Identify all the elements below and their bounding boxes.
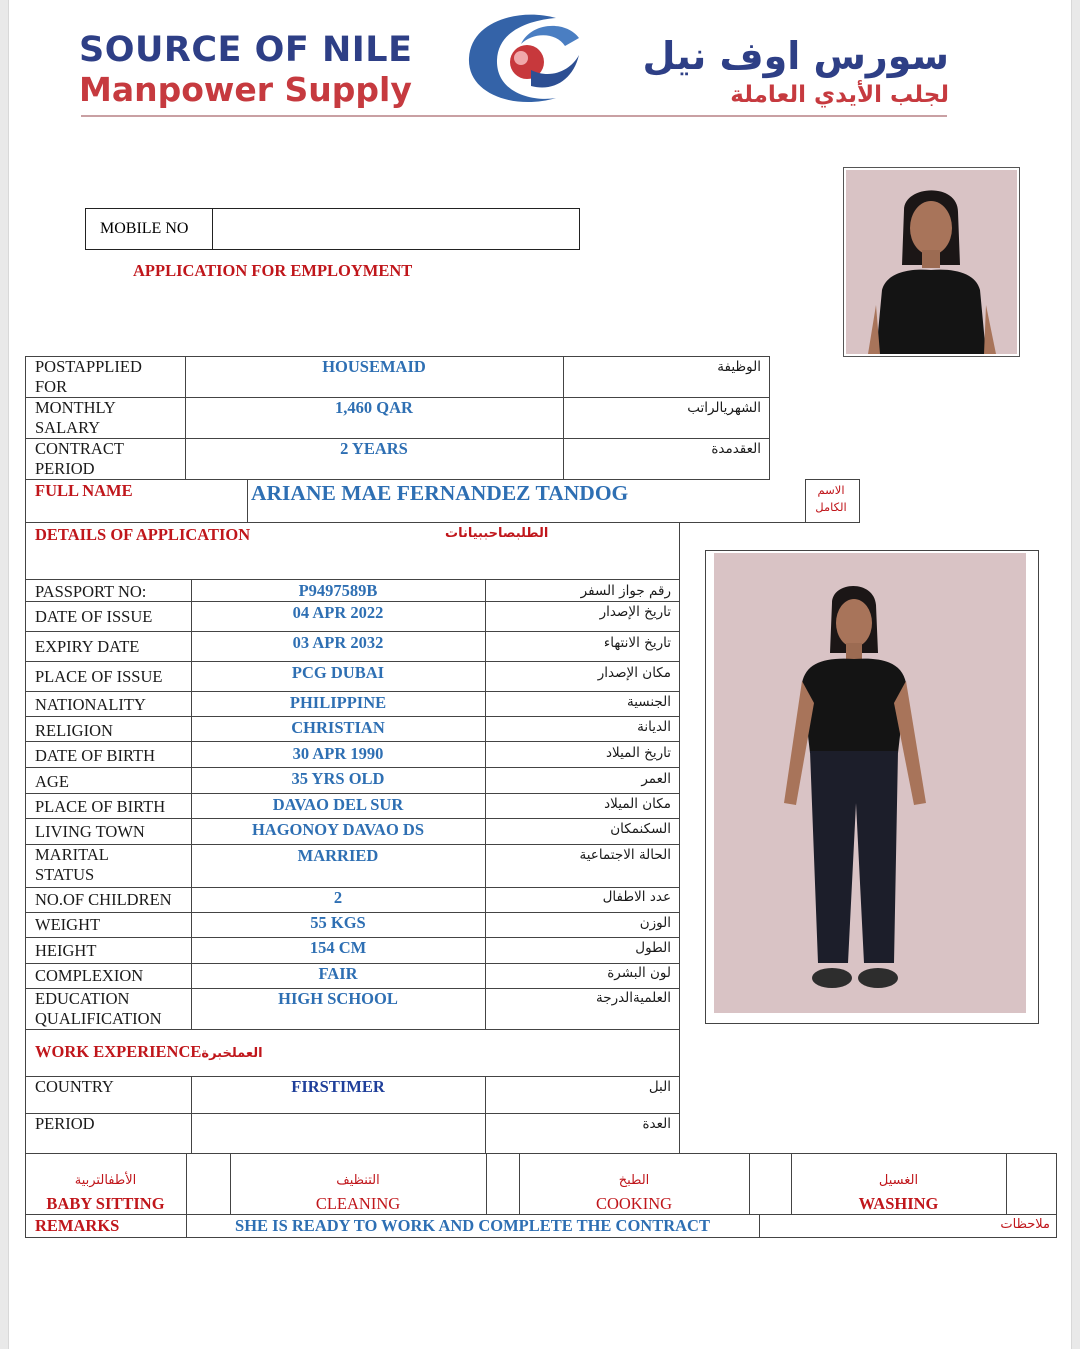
full-name-ar: الاسم الكامل (815, 483, 847, 514)
skill-washing-ar: الغسيل (878, 1173, 919, 1188)
full-name-row (25, 479, 860, 523)
detail-value-nationality: PHILIPPINE (289, 693, 387, 712)
skill-cleaning: CLEANING (315, 1194, 401, 1213)
full-body-photo (714, 553, 1026, 1013)
skill-cleaning-ar: التنظيف (336, 1173, 380, 1188)
detail-ar-place-issue: مكان الإصدار (597, 665, 671, 681)
remarks-label: REMARKS (35, 1216, 120, 1235)
detail-label-pob: PLACE OF BIRTH (35, 797, 166, 816)
detail-value-education: HIGH SCHOOL (278, 989, 398, 1008)
detail-ar-issue-date: تاريخ الإصدار (599, 604, 671, 620)
detail-label-place-issue: PLACE OF ISSUE (35, 667, 163, 686)
remarks-ar: ملاحظات (1000, 1217, 1050, 1232)
detail-label-expiry: EXPIRY DATE (35, 637, 140, 656)
detail-ar-nationality: الجنسية (626, 694, 671, 710)
company-tagline-ar: لجلب الأيدي العاملة (730, 82, 949, 108)
remarks-value: SHE IS READY TO WORK AND COMPLETE THE CONTRACT (235, 1216, 710, 1235)
job-value-contract: 2 YEARS (340, 439, 408, 458)
detail-label-complexion: COMPLEXION (35, 966, 144, 985)
portrait-photo-frame (843, 167, 1020, 357)
portrait-photo (846, 170, 1017, 354)
detail-value-passport: P9497589B (298, 581, 378, 600)
job-value-post: HOUSEMAID (322, 357, 426, 376)
skill-baby-sitting-ar: الأطفالتربية (74, 1173, 137, 1188)
detail-label-weight: WEIGHT (35, 915, 101, 934)
work-value-country: FIRSTIMER (291, 1077, 385, 1096)
work-title-ar: العملخبرة (201, 1046, 263, 1061)
detail-ar-age: العمر (641, 771, 671, 787)
detail-label-issue-date: DATE OF ISSUE (35, 607, 153, 626)
detail-label-passport: PASSPORT NO: (35, 582, 147, 601)
detail-ar-religion: الديانة (637, 719, 671, 735)
job-label-salary: MONTHLY SALARY (35, 398, 116, 437)
full-name-value: ARIANE MAE FERNANDEZ TANDOG (251, 481, 629, 505)
detail-ar-pob: مكان الميلاد (604, 796, 671, 812)
detail-value-marital: MARRIED (297, 846, 379, 865)
work-title: WORK EXPERIENCE (35, 1042, 202, 1061)
detail-value-dob: 30 APR 1990 (292, 744, 384, 763)
header-divider (81, 115, 947, 117)
detail-value-complexion: FAIR (318, 964, 358, 983)
detail-ar-living-town: السكنمكان (610, 821, 671, 837)
detail-value-height: 154 CM (309, 938, 367, 957)
mobile-no-box (85, 208, 580, 250)
detail-value-issue-date: 04 APR 2022 (292, 603, 384, 622)
detail-label-education: EDUCATION QUALIFICATION (35, 989, 162, 1028)
job-ar-post: الوظيفة (717, 359, 761, 375)
full-name-label: FULL NAME (35, 481, 133, 500)
detail-label-dob: DATE OF BIRTH (35, 746, 156, 765)
company-tagline-en: Manpower Supply (79, 70, 412, 109)
detail-label-marital: MARITAL STATUS (35, 845, 109, 884)
remarks-row (25, 1214, 1057, 1238)
skill-washing: WASHING (858, 1194, 939, 1213)
job-ar-contract: العقدمدة (711, 441, 761, 457)
job-label-contract: CONTRACT PERIOD (35, 439, 124, 478)
skill-cooking-ar: الطبخ (618, 1173, 650, 1188)
detail-ar-weight: الوزن (639, 915, 671, 931)
details-table (25, 522, 680, 1030)
details-title-ar: الطلبصاحببيانات (445, 526, 549, 541)
work-ar-period: العدة (642, 1116, 671, 1132)
work-label-country: COUNTRY (35, 1077, 114, 1096)
details-title: DETAILS OF APPLICATION (35, 525, 251, 544)
work-experience-table (25, 1029, 680, 1154)
skill-cooking: COOKING (595, 1194, 673, 1213)
skill-baby-sitting: BABY SITTING (46, 1194, 165, 1213)
company-name-ar: سورس اوف نيل (642, 34, 949, 78)
detail-label-nationality: NATIONALITY (35, 695, 146, 714)
detail-value-religion: CHRISTIAN (291, 718, 385, 737)
detail-label-religion: RELIGION (35, 721, 113, 740)
detail-ar-expiry: تاريخ الانتهاء (603, 635, 671, 651)
application-form-page (8, 0, 1072, 1349)
detail-ar-education: العلميةالدرجة (595, 990, 671, 1006)
full-body-photo-frame (705, 550, 1039, 1024)
skills-table (25, 1153, 1057, 1215)
detail-value-pob: DAVAO DEL SUR (272, 795, 404, 814)
detail-ar-marital: الحالة الاجتماعية (579, 847, 671, 863)
detail-value-weight: 55 KGS (310, 913, 366, 932)
work-label-period: PERIOD (35, 1114, 95, 1133)
detail-label-children: NO.OF CHILDREN (35, 890, 172, 909)
detail-ar-passport: رقم جواز السفر (580, 583, 671, 599)
job-label-post: POSTAPPLIED FOR (35, 357, 142, 396)
job-ar-salary: الشهريالراتب (687, 400, 761, 416)
detail-label-height: HEIGHT (35, 941, 97, 960)
detail-label-living-town: LIVING TOWN (35, 822, 145, 841)
detail-ar-complexion: لون البشرة (607, 965, 671, 981)
detail-ar-height: الطول (635, 940, 671, 956)
work-ar-country: البل (648, 1079, 671, 1095)
detail-label-age: AGE (35, 772, 69, 791)
detail-value-living-town: HAGONOY DAVAO DS (251, 820, 425, 839)
detail-value-children: 2 (333, 888, 343, 907)
detail-value-expiry: 03 APR 2032 (292, 633, 384, 652)
form-title: APPLICATION FOR EMPLOYMENT (133, 261, 413, 280)
detail-ar-dob: تاريخ الميلاد (606, 745, 671, 761)
mobile-no-label: MOBILE NO (100, 220, 189, 237)
swirl-logo-icon (461, 10, 591, 110)
detail-ar-children: عدد الاطفال (602, 889, 671, 905)
detail-value-age: 35 YRS OLD (291, 769, 385, 788)
detail-value-place-issue: PCG DUBAI (291, 663, 385, 682)
job-value-salary: 1,460 QAR (335, 398, 413, 417)
job-table (25, 356, 770, 480)
company-name-en: SOURCE OF NILE (79, 30, 413, 70)
